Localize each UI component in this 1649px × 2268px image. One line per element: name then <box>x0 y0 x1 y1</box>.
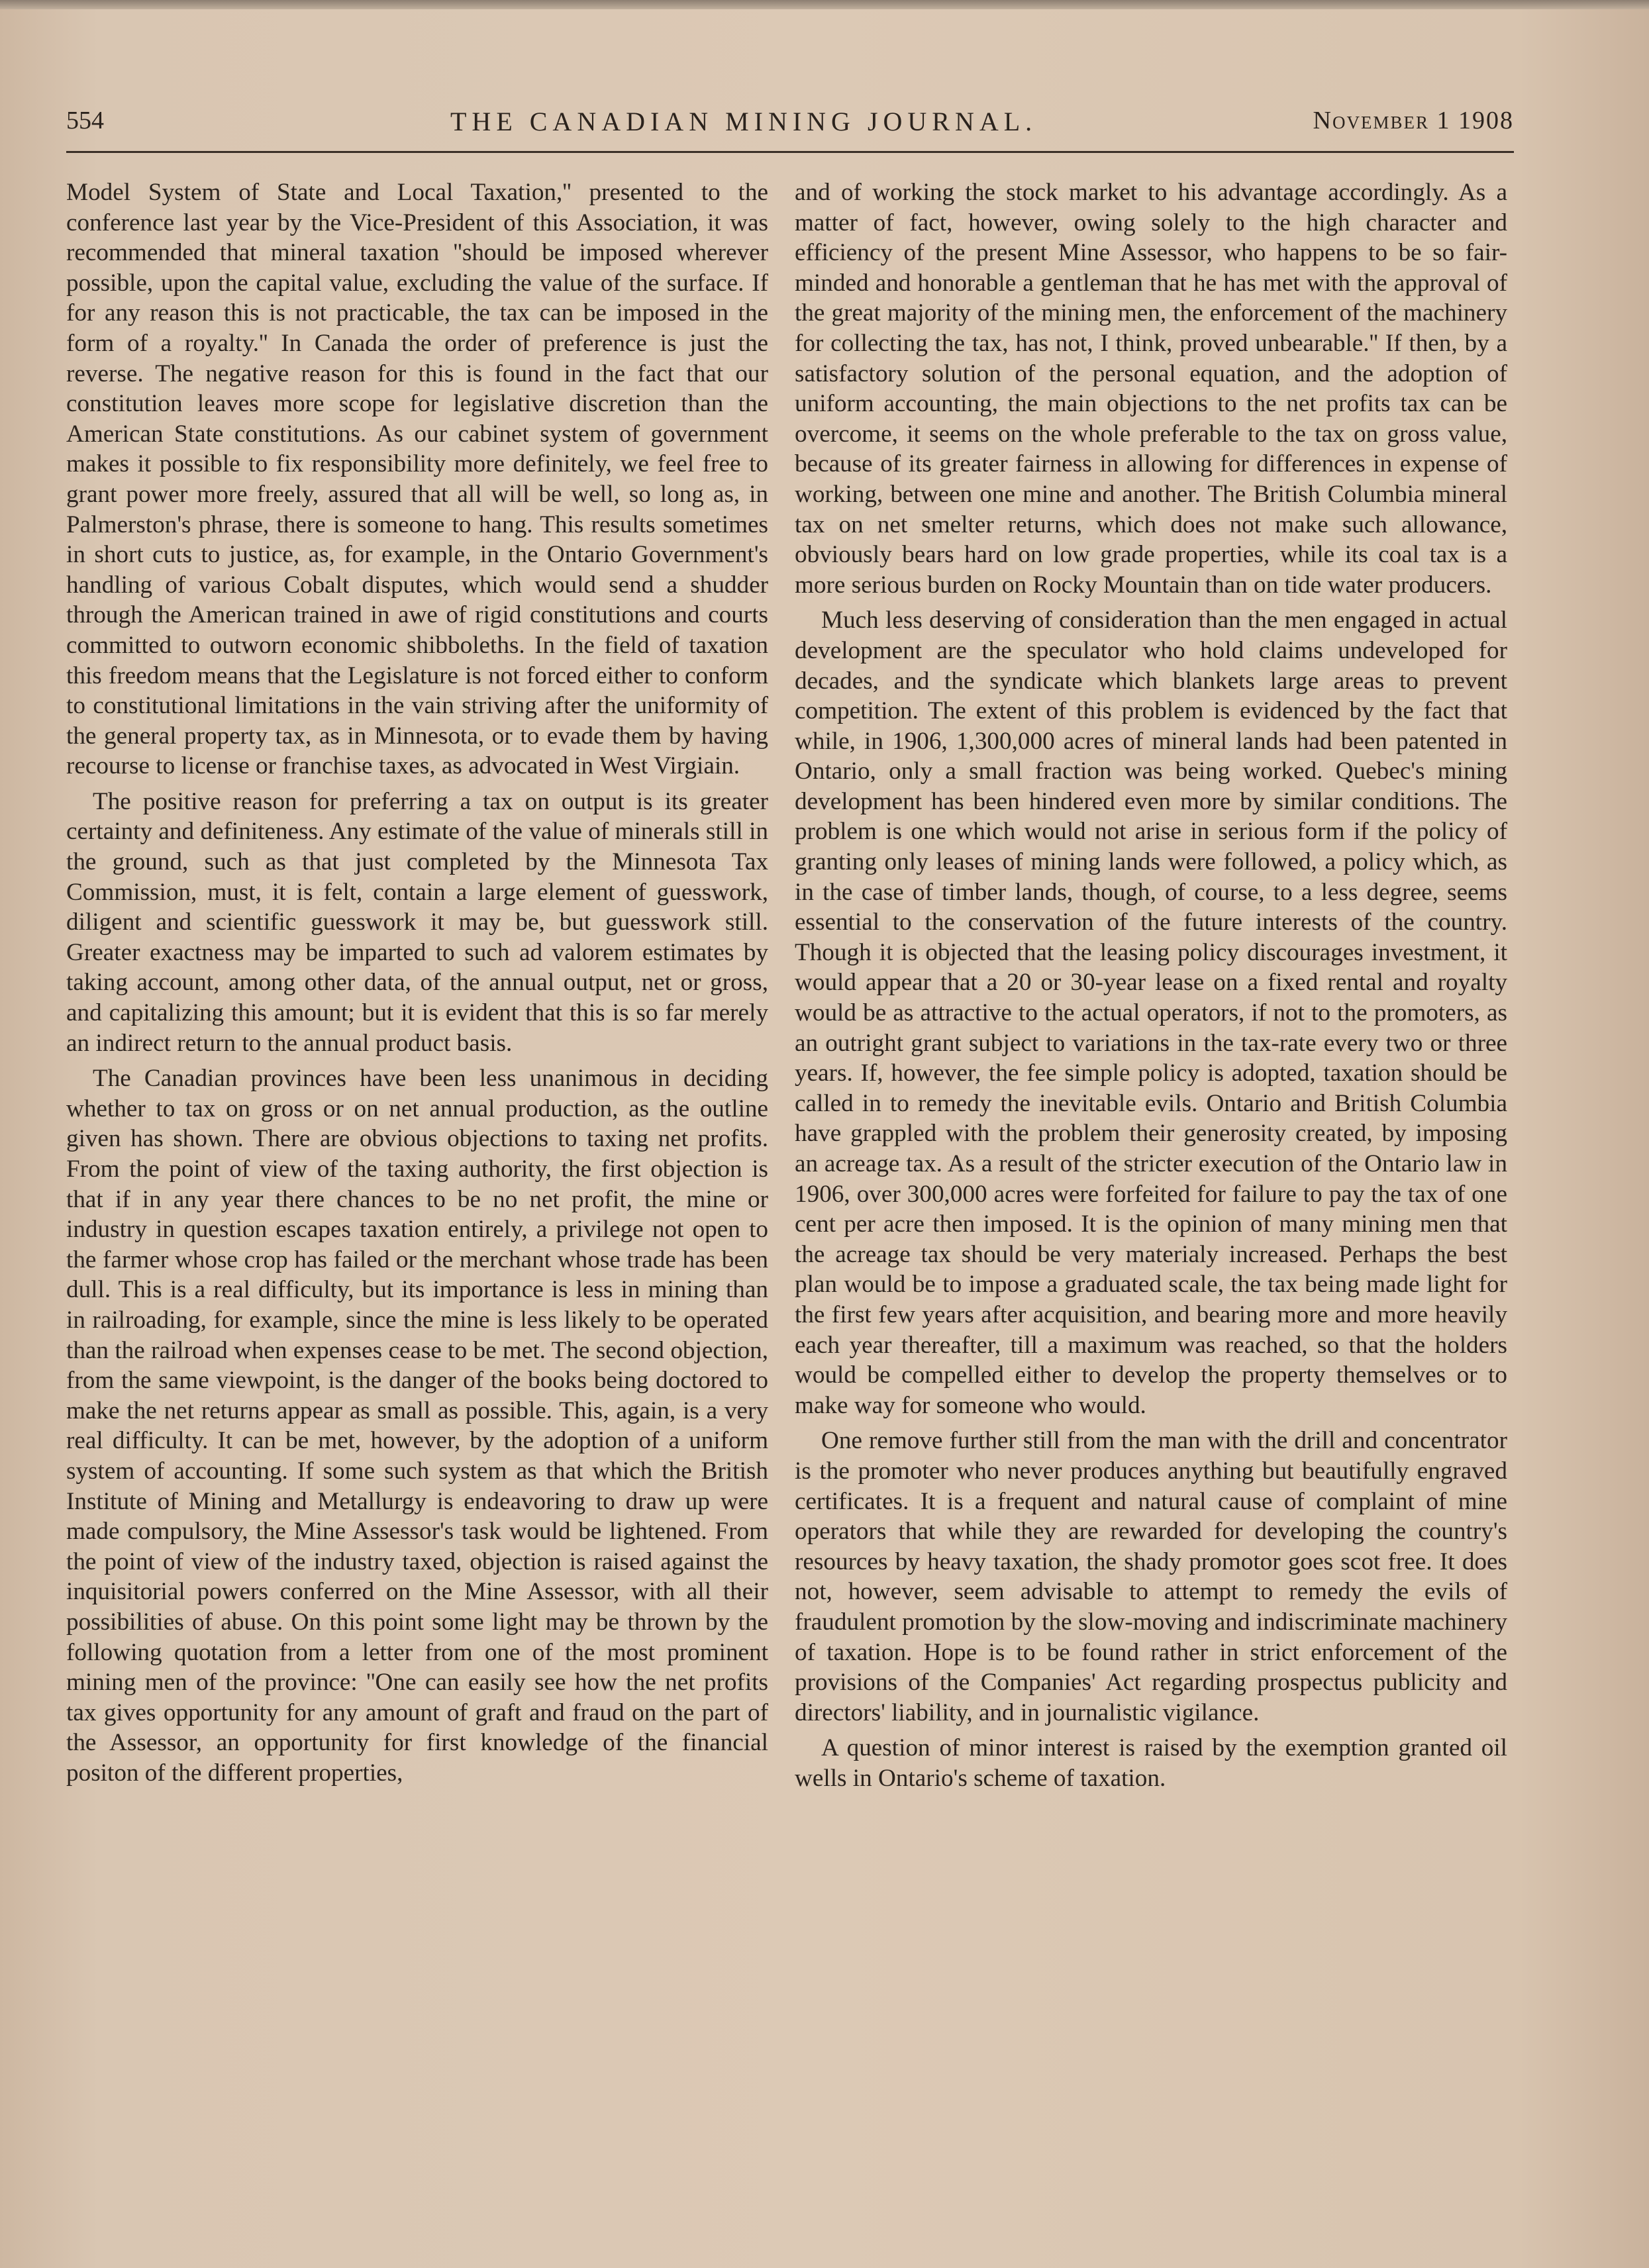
page-header <box>66 106 1514 146</box>
page-number: 554 <box>66 107 104 134</box>
paragraph: Much less deserving of consideration than the men engaged in actual development are the speculator who hold claims undeveloped for decades, and the syndicate which blankets large areas to prevent competition. The extent of this problem is evidenced by the fact that while, in 1906, 1,300,000 acres of mineral lands had been patented in Ontario, only a small fraction was being worked. Quebec's mining development has been hindered even more by similar conditions. The problem is one which would not arise in serious form if the policy of granting only leases of mining lands were followed, a policy which, as in the case of timber lands, though, of course, to a less degree, seems essential to the conservation of the future interests of the country. Though it is objected that the leasing policy discourages investment, it would appear that a 20 or 30-year lease on a fixed rental and royalty would be as attractive to the actual operators, if not to the promoters, as an outright grant subject to variations in the tax-rate every two or three years. If, however, the fee simple policy is adopted, taxation should be called in to remedy the inevitable evils. Ontario and British Columbia have grappled with the problem their generosity created, by imposing an acreage tax. As a result of the stricter execution of the Ontario law in 1906, over 300,000 acres were forfeited for failure to pay the tax of one cent per acre then imposed. It is the opinion of many mining men that the acreage tax should be very materialy increased. Perhaps the best plan would be to impose a graduated scale, the tax being made light for the first few years after acquisition, and bearing more and more heavily each year thereafter, till a maximum was reached, so that the holders would be compelled either to develop the property themselves or to make way for someone who would. <box>795 607 1507 1419</box>
paragraph: and of working the stock market to his advantage accordingly. As a matter of fact, however, owing solely to the high character and efficiency of the present Mine Assessor, who happens to be so fair-minded and honorable a gentleman that he has met with the approval of the great majority of the mining men, the enforcement of the machinery for collecting the tax, has not, I think, proved unbearable.'' If then, by a satisfactory solution of the personal equation, and the adoption of uniform accounting, the main objections to the net profits tax can be overcome, it seems on the whole preferable to the tax on gross value, because of its greater fairness in allowing for differences in expense of working, between one mine and another. The British Columbia mineral tax on net smelter returns, which does not make such allowance, obviously bears hard on low grade properties, while its coal tax is a more serious burden on Rocky Mountain than on tide water producers. <box>795 179 1507 599</box>
journal-title: THE CANADIAN MINING JOURNAL. <box>450 107 1038 136</box>
paragraph: Model System of State and Local Taxation,'' presented to the conference last year by the Vice-President of this Association, it was recommended that mineral taxation ''should be imposed wherever possible, upon the capital value, excluding the value of the surface. If for any reason this is not practicable, the tax can be imposed in the form of a royalty.'' In Canada the order of preference is just the reverse. The negative reason for this is found in the fact that our constitution leaves more scope for legislative discretion than the American State constitutions. As our cabinet system of government makes it possible to fix responsibility more definitely, we feel free to grant power more freely, assured that all will be well, so long as, in Palmerston's phrase, there is someone to hang. This results sometimes in short cuts to justice, as, for example, in the Ontario Government's handling of various Cobalt disputes, which would send a shudder through the American trained in awe of rigid constitutions and courts committed to outworn economic shibboleths. In the field of taxation this freedom means that the Legislature is not forced either to conform to constitutional limitations in the vain striving after the uniformity of the general property tax, as in Minnesota, or to evade them by having recourse to license or franchise taxes, as advocated in West Virgiain. <box>66 179 768 780</box>
issue-date: November 1 1908 <box>1313 107 1514 134</box>
right-column <box>795 177 1507 1793</box>
header-rule <box>66 151 1514 153</box>
page-top-edge <box>0 0 1649 9</box>
paragraph: A question of minor interest is raised by the exemption granted oil wells in Ontario's scheme of taxation. <box>795 1734 1507 1792</box>
paragraph: One remove further still from the man with the drill and concentrator is the promoter who never produces anything but beautifully engraved certificates. It is a frequent and natural cause of complaint of mine operators that while they are rewarded for developing the country's resources by heavy taxation, the shady promotor goes scot free. It does not, however, seem advisable to attempt to remedy the evils of fraudulent promotion by the slow-moving and indiscriminate machinery of taxation. Hope is to be found rather in strict enforcement of the provisions of the Companies' Act regarding prospectus publicity and directors' liability, and in journalistic vigilance. <box>795 1427 1507 1726</box>
paragraph: The Canadian provinces have been less unanimous in deciding whether to tax on gross or on net annual production, as the outline given has shown. There are obvious objections to taxing net profits. From the point of view of the taxing authority, the first objection is that if in any year there chances to be no net profit, the mine or industry in question escapes taxation entirely, a privilege not open to the farmer whose crop has failed or the merchant whose trade has been dull. This is a real difficulty, but its importance is less in mining than in railroading, for example, since the mine is less likely to be operated than the railroad when expenses cease to be met. The second objection, from the same viewpoint, is the danger of the books being doctored to make the net returns appear as small as possible. This, again, is a very real difficulty. It can be met, however, by the adoption of a uniform system of accounting. If some such system as that which the British Institute of Mining and Metallurgy is endeavoring to draw up were made compulsory, the Mine Assessor's task would be lightened. From the point of view of the industry taxed, objection is raised against the inquisitorial powers conferred on the Mine Assessor, with all their possibilities of abuse. On this point some light may be thrown by the following quotation from a letter from one of the most prominent mining men of the province: ''One can easily see how the net profits tax gives opportunity for any amount of graft and fraud on the part of the Assessor, an opportunity for first knowledge of the financial positon of the different properties, <box>66 1065 768 1787</box>
paragraph: The positive reason for preferring a tax on output is its greater certainty and definiteness. Any estimate of the value of minerals still in the ground, such as that just completed by the Minnesota Tax Commission, must, it is felt, contain a large element of guesswork, diligent and scientific guesswork it may be, but guesswork still. Greater exactness may be imparted to such ad valorem estimates by taking account, among other data, of the annual output, net or gross, and capitalizing this amount; but it is evident that this is so far merely an indirect return to the annual product basis. <box>66 787 768 1057</box>
left-column <box>66 177 768 1788</box>
